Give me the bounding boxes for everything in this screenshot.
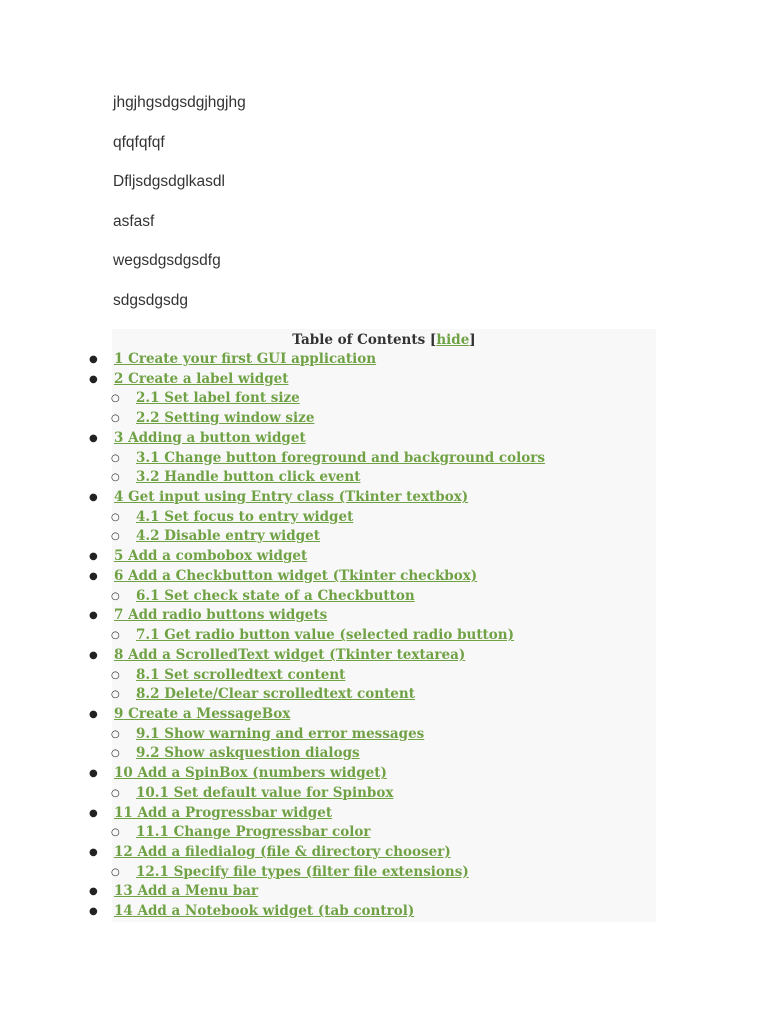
toc-item	[0, 429, 545, 449]
toc-link[interactable]: 11.1 Change Progressbar color	[136, 824, 371, 841]
bullet-disc-icon: ●	[89, 846, 98, 858]
toc-subitem	[0, 863, 545, 883]
toc-link[interactable]: 6 Add a Checkbutton widget (Tkinter checkbox)	[114, 567, 478, 584]
toc-subitem	[0, 626, 545, 646]
toc-link[interactable]: 1 Create your first GUI application	[114, 351, 377, 367]
paragraph: asfasf	[113, 212, 155, 230]
toc-subitem	[0, 666, 545, 686]
toc-link[interactable]: 4 Get input using Entry class (Tkinter textbox)	[114, 489, 469, 506]
paragraph: jhgjhgsdgsdgjhgjhg	[113, 94, 246, 111]
toc-link[interactable]: 9.2 Show askquestion dialogs	[136, 745, 360, 762]
bullet-circle-icon: ○	[111, 452, 120, 464]
toc-link[interactable]: 11 Add a Progressbar widget	[114, 804, 333, 821]
toc-subitem	[0, 468, 545, 488]
bullet-circle-icon: ○	[111, 689, 120, 701]
toc-item	[0, 882, 545, 902]
toc-item	[0, 370, 545, 390]
toc-item	[0, 902, 545, 922]
bullet-disc-icon: ●	[89, 886, 98, 898]
toc-link[interactable]: 2 Create a label widget	[114, 370, 289, 387]
toc-item	[0, 606, 545, 626]
bullet-circle-icon: ○	[111, 531, 120, 543]
toc-link[interactable]: 3.2 Handle button click event	[136, 469, 361, 486]
toc-link[interactable]: 12.1 Specify file types (filter file extensions)	[136, 863, 469, 880]
bullet-circle-icon: ○	[111, 669, 120, 681]
toc-subitem	[0, 527, 545, 547]
toc-subitem	[0, 744, 545, 764]
bullet-disc-icon: ●	[89, 373, 98, 385]
toc-link[interactable]: 2.2 Setting window size	[136, 410, 315, 427]
bullet-circle-icon: ○	[111, 590, 120, 602]
toc-link[interactable]: 8.1 Set scrolledtext content	[136, 666, 346, 683]
document-body	[113, 92, 246, 329]
bullet-circle-icon: ○	[111, 393, 120, 405]
bullet-circle-icon: ○	[111, 748, 120, 760]
toc-link[interactable]: 3 Adding a button widget	[114, 429, 306, 446]
toc-subitem	[0, 823, 545, 843]
toc-link[interactable]: 10 Add a SpinBox (numbers widget)	[114, 765, 387, 782]
toc-subitem	[0, 784, 545, 804]
bullet-disc-icon: ●	[89, 768, 98, 780]
bullet-circle-icon: ○	[111, 630, 120, 642]
bullet-circle-icon: ○	[111, 413, 120, 425]
toc-link[interactable]: 12 Add a filedialog (file & directory chooser)	[114, 843, 451, 860]
toc-link[interactable]: 7.1 Get radio button value (selected radio button)	[136, 627, 515, 644]
toc-subitem	[0, 685, 545, 705]
toc-link[interactable]: 5 Add a combobox widget	[114, 548, 308, 565]
bullet-disc-icon: ●	[89, 354, 98, 365]
bullet-circle-icon: ○	[111, 787, 120, 799]
paragraph: Dfljsdgsdglkasdl	[113, 173, 225, 190]
toc-link[interactable]: 10.1 Set default value for Spinbox	[136, 784, 394, 801]
toc-item	[0, 646, 545, 666]
toc-link[interactable]: 7 Add radio buttons widgets	[114, 607, 328, 624]
bullet-disc-icon: ●	[89, 551, 98, 563]
bullet-disc-icon: ●	[89, 432, 98, 444]
bullet-disc-icon: ●	[89, 807, 98, 819]
toc-link[interactable]: 9.1 Show warning and error messages	[136, 725, 425, 742]
toc-item	[0, 705, 545, 725]
bullet-circle-icon: ○	[111, 472, 120, 484]
toc-subitem	[0, 725, 545, 745]
toc-title-text: Table of Contents	[292, 332, 426, 348]
bullet-disc-icon: ●	[89, 610, 98, 622]
bullet-disc-icon: ●	[89, 492, 98, 504]
toc-link[interactable]: 8.2 Delete/Clear scrolledtext content	[136, 686, 415, 703]
toc-link[interactable]: 4.1 Set focus to entry widget	[136, 508, 354, 525]
paragraph: qfqfqfqf	[113, 133, 165, 151]
toc-subitem	[0, 508, 545, 528]
bullet-disc-icon: ●	[89, 906, 98, 918]
toc-link[interactable]: 8 Add a ScrolledText widget (Tkinter textarea)	[114, 646, 466, 663]
toc-link[interactable]: 2.1 Set label font size	[136, 390, 300, 407]
toc-item	[0, 804, 545, 824]
toc-hide-link[interactable]: hide	[436, 332, 470, 348]
paragraph: sdgsdgsdg	[113, 291, 188, 309]
toc-list	[0, 350, 545, 922]
toc-title	[112, 330, 656, 350]
toc-subitem	[0, 389, 545, 409]
toc-bracket-open: [	[429, 332, 437, 348]
toc-item	[0, 488, 545, 508]
paragraph: wegsdgsdgsdfg	[113, 252, 221, 269]
toc-subitem	[0, 449, 545, 469]
toc-item	[0, 567, 545, 587]
toc-bracket-close: ]	[469, 332, 476, 348]
toc-link[interactable]: 4.2 Disable entry widget	[136, 528, 320, 545]
toc-item	[0, 764, 545, 784]
toc-item	[0, 350, 545, 370]
bullet-disc-icon: ●	[89, 649, 98, 661]
bullet-disc-icon: ●	[89, 708, 98, 720]
bullet-circle-icon: ○	[111, 728, 120, 740]
bullet-circle-icon: ○	[111, 511, 120, 523]
bullet-disc-icon: ●	[89, 570, 98, 582]
toc-link[interactable]: 13 Add a Menu bar	[114, 883, 259, 900]
toc-item	[0, 547, 545, 567]
toc-link[interactable]: 3.1 Change button foreground and background colors	[136, 449, 545, 466]
bullet-circle-icon: ○	[111, 866, 120, 878]
bullet-circle-icon: ○	[111, 827, 120, 839]
toc-link[interactable]: 6.1 Set check state of a Checkbutton	[136, 587, 415, 604]
toc-item	[0, 843, 545, 863]
toc-subitem	[0, 587, 545, 607]
toc-link[interactable]: 14 Add a Notebook widget (tab control)	[114, 903, 415, 920]
toc-subitem	[0, 409, 545, 429]
toc-link[interactable]: 9 Create a MessageBox	[114, 705, 291, 722]
